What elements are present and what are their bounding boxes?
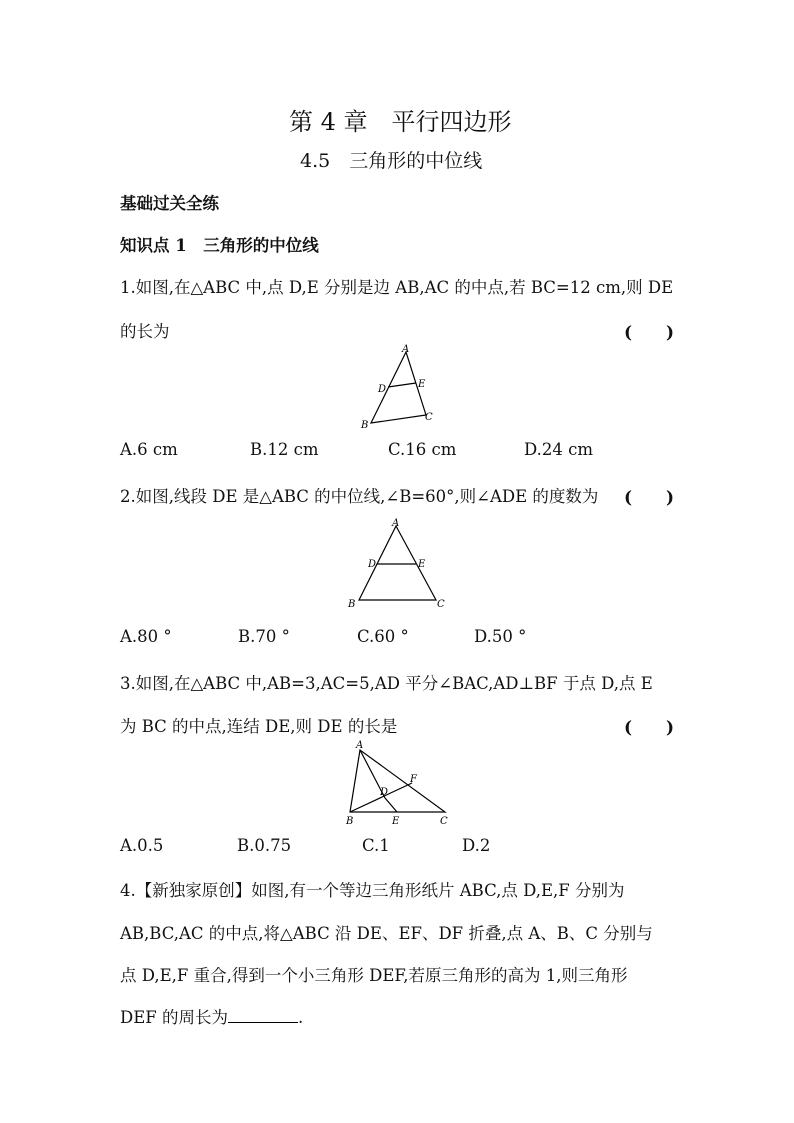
q3-label-d: D	[380, 787, 389, 798]
q2-label-b: B	[348, 599, 356, 610]
question-3-answer-paren: ( )	[624, 718, 675, 738]
question-1-option-d: D.24 cm	[524, 440, 594, 459]
q1-label-c: C	[425, 412, 433, 423]
q2-label-e: E	[418, 559, 426, 570]
section-title: 4.5 三角形的中位线	[300, 150, 483, 172]
q3-label-c: C	[440, 816, 448, 827]
question-3-line-1: 3.如图,在△ABC 中,AB=3,AC=5,AD 平分∠BAC,AD⊥BF 于点 D,点 E	[120, 674, 653, 693]
question-2-figure	[343, 516, 453, 612]
question-4-line-4-text: DEF 的周长为	[120, 1008, 228, 1027]
question-1-answer-paren: ( )	[624, 323, 675, 343]
question-2-option-a: A.80 °	[120, 627, 172, 646]
question-3-option-a: A.0.5	[120, 836, 164, 855]
q1-label-a: A	[402, 344, 410, 355]
question-2-option-c: C.60 °	[357, 627, 409, 646]
q1-midline-de	[388, 383, 416, 387]
question-1-option-a: A.6 cm	[120, 440, 178, 459]
q1-label-b: B	[361, 420, 369, 431]
question-4-line-2: AB,BC,AC 的中点,将△ABC 沿 DE、EF、DF 折叠,点 A、B、C 分别与	[120, 924, 653, 943]
question-1-option-c: C.16 cm	[388, 440, 457, 459]
question-1-line-1: 1.如图,在△ABC 中,点 D,E 分别是边 AB,AC 的中点,若 BC=12 cm,则 DE	[120, 278, 674, 297]
q3-label-b: B	[346, 816, 354, 827]
q2-label-c: C	[437, 599, 445, 610]
question-4-line-4-end: .	[297, 1008, 304, 1027]
question-1-option-b: B.12 cm	[250, 440, 319, 459]
question-3-line-2: 为 BC 的中点,连结 DE,则 DE 的长是	[120, 717, 398, 736]
question-2-answer-paren: ( )	[624, 488, 675, 508]
question-1-line-2: 的长为	[120, 322, 170, 341]
knowledge-point-title: 知识点 1 三角形的中位线	[120, 236, 319, 255]
question-4-answer-blank[interactable]	[228, 1008, 298, 1023]
q3-label-f: F	[410, 774, 417, 785]
q1-label-d: D	[378, 384, 387, 395]
q3-label-e: E	[392, 816, 400, 827]
question-2-line-1: 2.如图,线段 DE 是△ABC 的中位线,∠B=60°,则∠ADE 的度数为	[120, 487, 599, 506]
question-3-figure	[340, 738, 455, 828]
q3-label-a: A	[356, 740, 364, 751]
block-title: 基础过关全练	[120, 194, 219, 213]
q3-line-de	[385, 798, 397, 812]
question-4-line-4	[120, 1004, 303, 1028]
q2-label-a: A	[392, 518, 400, 529]
q1-label-e: E	[418, 379, 426, 390]
chapter-title: 第 4 章 平行四边形	[289, 108, 512, 136]
question-3-option-d: D.2	[462, 836, 491, 855]
question-2-option-d: D.50 °	[474, 627, 527, 646]
question-4-line-1: 4.【新独家原创】如图,有一个等边三角形纸片 ABC,点 D,E,F 分别为	[120, 881, 625, 900]
question-1-figure	[355, 342, 445, 434]
question-3-option-c: C.1	[362, 836, 390, 855]
question-2-option-b: B.70 °	[238, 627, 290, 646]
q2-label-d: D	[368, 559, 377, 570]
question-4-line-3: 点 D,E,F 重合,得到一个小三角形 DEF,若原三角形的高为 1,则三角形	[120, 966, 628, 985]
question-3-option-b: B.0.75	[237, 836, 292, 855]
